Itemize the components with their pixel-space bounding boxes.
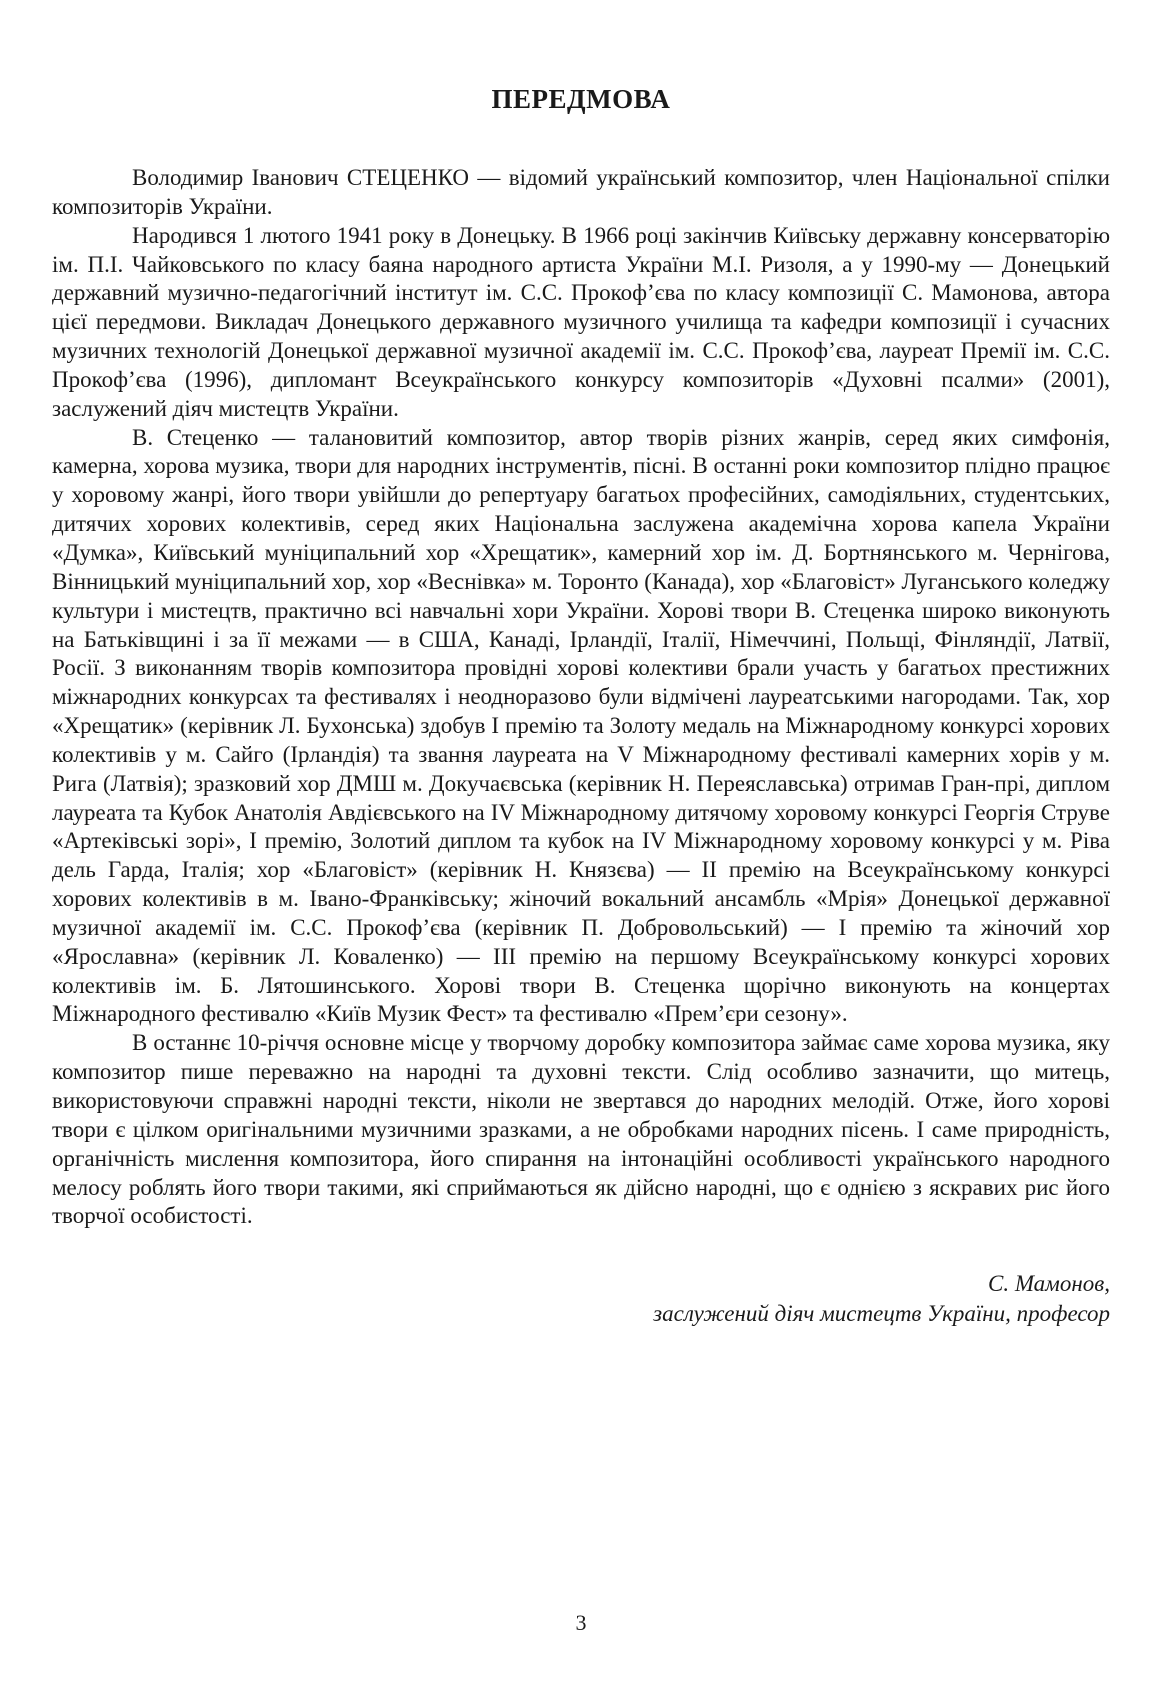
document-body [52, 164, 1110, 1231]
signature-block [52, 1269, 1110, 1329]
page-title: ПЕРЕДМОВА [491, 84, 671, 114]
signature-credentials: заслужений діяч мистецтв України, професор [653, 1301, 1110, 1327]
page-number: 3 [575, 1610, 587, 1635]
paragraph: В. Стеценко — талановитий композитор, автор творів різних жанрів, серед яких симфонія, камерна, хорова музика, твори для народних інструментів, пісні. В останні роки композитор плідно працює у хоровому жанрі, його твори увійшли до репертуару багатьох професійних, самодіяльних, студентських, дитячих хорових колективів, серед яких Національна заслужена академічна хорова капела України «Думка», Київський муніципальний хор «Хрещатик», камерний хор ім. Д. Бортнянського м. Чернігова, Вінницький муніципальний хор, хор «Веснівка» м. Торонто (Канада), хор «Благовіст» Луганського коледжу культури і мистецтв, практично всі навчальні хори України. Хорові твори В. Стеценка широко виконують на Батьківщині і за її межами — в США, Канаді, Ірландії, Італії, Німеччині, Польщі, Фінляндії, Латвії, Росії. З виконанням творів композитора провідні хорові колективи брали участь у багатьох престижних міжнародних конкурсах та фестивалях і неодноразово були відмічені лауреатськими нагородами. Так, хор «Хрещатик» (керівник Л. Бухонська) здобув І премію та Золоту медаль на Міжнародному конкурсі хорових колективів у м. Сайго (Ірландія) та звання лауреата на V Міжнародному фестивалі камерних хорів у м. Рига (Латвія); зразковий хор ДМШ м. Докучаєвська (керівник Н. Переяславська) отримав Гран-прі, диплом лауреата та Кубок Анатолія Авдієвського на IV Міжнародному дитячому хоровому конкурсі Георгія Струве «Артеківські зорі», І премію, Золотий диплом та кубок на IV Міжнародному хоровому конкурсі у м. Ріва дель Гарда, Італія; хор «Благовіст» (керівник Н. Князєва) — ІІ премію на Всеукраїнському конкурсі хорових колективів в м. Івано-Франківську; жіночий вокальний ансамбль «Мрія» Донецької державної музичної академії ім. С.С. Прокоф’єва (керівник П. Добровольський) — І премію та жіночий хор «Ярославна» (керівник Л. Коваленко) — ІІІ премію на першому Всеукраїнському конкурсі хорових колективів ім. Б. Лятошинського. Хорові твори В. Стеценка щорічно виконують на концертах Міжнародного фестивалю «Київ Музик Фест» та фестивалю «Прем’єри сезону». [52, 424, 1110, 1027]
signature-author: С. Мамонов, [988, 1271, 1110, 1297]
paragraph: Народився 1 лютого 1941 року в Донецьку. В 1966 році закінчив Київську державну консерваторію ім. П.І. Чайковського по класу баяна народного артиста України М.І. Ризоля, а у 1990-му — Донецький державний музично-педагогічний інститут ім. С.С. Прокоф’єва по класу композиції С. Мамонова, автора цієї передмови. Викладач Донецького державного музичного училища та кафедри композиції і сучасних музичних технологій Донецької державної музичної академії ім. С.С. Прокоф’єва, лауреат Премії ім. С.С. Прокоф’єва (1996), дипломант Всеукраїнського конкурсу композиторів «Духовні псалми» (2001), заслужений діяч мистецтв України. [52, 222, 1110, 421]
document-page [52, 82, 1110, 1672]
paragraph: Володимир Іванович СТЕЦЕНКО — відомий український композитор, член Національної спілки композиторів України. [52, 165, 1110, 219]
paragraph: В останнє 10-річчя основне місце у творчому доробку композитора займає саме хорова музика, яку композитор пише переважно на народні та духовні тексти. Слід особливо зазначити, що митець, використовуючи справжні народні тексти, ніколи не звертався до народних мелодій. Отже, його хорові твори є цілком оригінальними музичними зразками, а не обробками народних пісень. І саме природність, органічність мислення композитора, його спирання на інтонаційні особливості українського народного мелосу роблять його твори такими, які сприймаються як дійсно народні, що є однією з яскравих рис його творчої особистості. [52, 1030, 1110, 1229]
